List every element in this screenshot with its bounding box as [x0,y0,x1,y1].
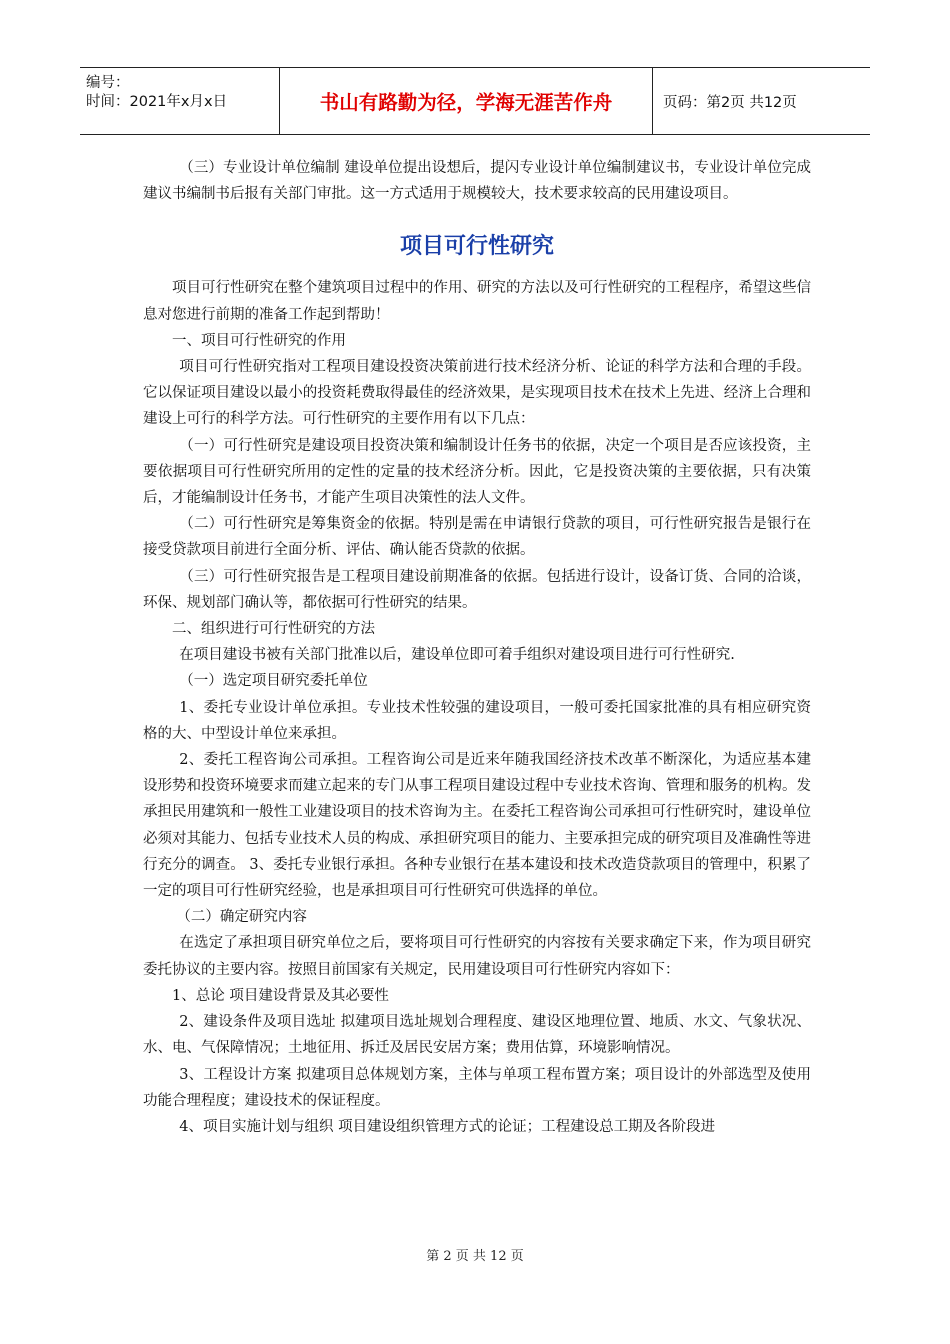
header-motto: 书山有路勤为径，学海无涯苦作舟 [280,68,653,134]
paragraph: （三）可行性研究报告是工程项目建设前期准备的依据。包括进行设计，设备订货、合同的洽谈，环保、规划部门确认等，都依据可行性研究的结果。 [143,568,811,611]
list-item: 4、项目实施计划与组织 项目建设组织管理方式的论证；工程建设总工期及各阶段进 [179,1118,716,1135]
header-page-info: 页码：第2页 共12页 [663,94,797,111]
paragraph: 1、委托专业设计单位承担。专业技术性较强的建设项目，一般可委托国家批准的具有相应研究资格的大、中型设计单位来承担。 [143,699,811,742]
header-meta [80,68,280,134]
list-item: 3、工程设计方案 拟建项目总体规划方案，主体与单项工程布置方案；项目设计的外部选型及使用功能合理程度；建设技术的保证程度。 [143,1066,811,1109]
paragraph: 项目可行性研究指对工程项目建设投资决策前进行技术经济分析、论证的科学方法和合理的手段。它以保证项目建设以最小的投资耗费取得最佳的经济效果，是实现项目技术在技术上先进、经济上合理和建设上可行的科学方法。可行性研究的主要作用有以下几点： [143,359,811,428]
document-number-label: 编号： [86,75,130,91]
section-title: 项目可行性研究 [399,234,554,260]
list-item: 2、建设条件及项目选址 拟建项目选址规划合理程度、建设区地理位置、地质、水文、气象状况、水、电、气保障情况；土地征用、拆迁及居民安居方案；费用估算，环境影响情况。 [143,1014,811,1057]
section-heading: 二、组织进行可行性研究的方法 [172,621,375,638]
page-footer: 第 2 页 共 12 页 [426,1249,524,1264]
document-body [143,155,811,1140]
page-header [80,67,870,135]
paragraph: 项目可行性研究在整个建筑项目过程中的作用、研究的方法以及可行性研究的工程程序，希望这些信息对您进行前期的准备工作起到帮助！ [143,280,811,323]
paragraph: （三）专业设计单位编制 建设单位提出设想后，提闪专业设计单位编制建议书，专业设计单位完成建议书编制书后报有关部门审批。这一方式适用于规模较大，技术要求较高的民用建设项目。 [143,160,811,203]
paragraph: （一）可行性研究是建设项目投资决策和编制设计任务书的依据，决定一个项目是否应该投资，主要依据项目可行性研究所用的定性的定量的技术经济分析。因此，它是投资决策的主要依据，只有决策后，才能编制设计任务书，才能产生项目决策性的法人文件。 [143,437,811,507]
sub-heading: （一）选定项目研究委托单位 [179,673,368,690]
sub-heading: （二）确定研究内容 [176,909,307,926]
section-heading: 一、项目可行性研究的作用 [172,332,346,349]
document-date: 时间：2021年x月x日 [86,94,228,110]
paragraph: 2、委托工程咨询公司承担。工程咨询公司是近来年随我国经济技术改革不断深化，为适应基本建设形势和投资环境要求而建立起来的专门从事工程项目建设过程中专业技术咨询、管理和服务的机构。发承担民用建筑和一般性工业建设项目的技术咨询为主。在委托工程咨询公司承担可行性研究时，建设单位必须对其能力、包括专业技术人员的构成、承担研究项目的能力、主要承担完成的研究项目及准确性等进行充分的调查。 3、委托专业银行承担。各种专业银行在基本建设和技术改造贷款项目的管理中，积累了一定的项目可行性研究经验，也是承担项目可行性研究可供选择的单位。 [143,752,811,900]
paragraph: （二）可行性研究是筹集资金的依据。特别是需在申请银行贷款的项目，可行性研究报告是银行在接受贷款项目前进行全面分析、评估、确认能否贷款的依据。 [143,516,811,559]
list-item: 1、总论 项目建设背景及其必要性 [172,987,389,1004]
paragraph: 在项目建设书被有关部门批准以后，建设单位即可着手组织对建设项目进行可行性研究. [179,647,735,664]
paragraph: 在选定了承担项目研究单位之后，要将项目可行性研究的内容按有关要求确定下来，作为项目研究委托协议的主要内容。按照目前国家有关规定，民用建设项目可行性研究内容如下： [143,935,811,978]
